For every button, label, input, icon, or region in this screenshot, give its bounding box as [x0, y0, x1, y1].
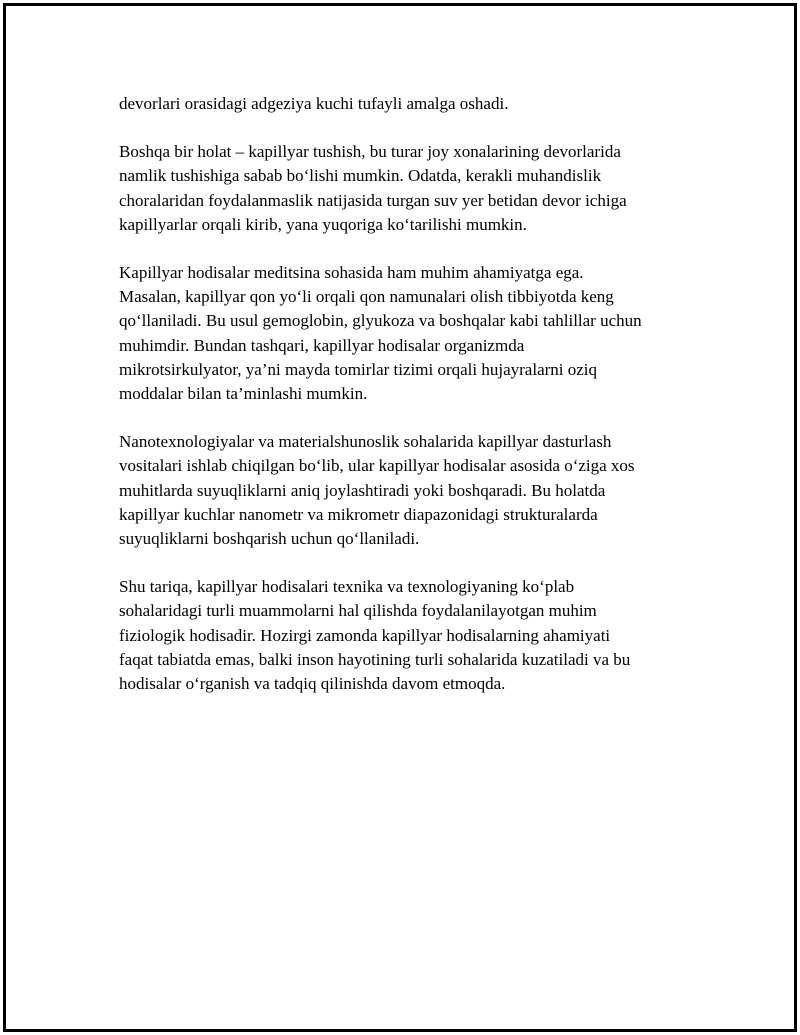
document-body [119, 92, 699, 720]
text-line: devorlari orasidagi adgeziya kuchi tufayli amalga oshadi. [119, 94, 509, 113]
text-line: Nanotexnologiyalar va materialshunoslik sohalarida kapillyar dasturlash [119, 432, 612, 452]
text-line: muhitlarda suyuqliklarni aniq joylashtiradi yoki boshqaradi. Bu holatda [119, 480, 606, 500]
text-line: suyuqliklarni boshqarish uchun qo‘llaniladi. [119, 529, 420, 549]
text-line: kapillyar kuchlar nanometr va mikrometr diapazonidagi strukturalarda [119, 504, 598, 524]
text-line: moddalar bilan ta’minlashi mumkin. [119, 384, 368, 404]
text-line: mikrotsirkulyator, ya’ni mayda tomirlar tizimi orqali hujayralarni oziq [119, 359, 598, 379]
text-line: fiziologik hodisadir. Hozirgi zamonda kapillyar hodisalarning ahamiyati [119, 625, 611, 645]
paragraph [119, 261, 699, 406]
text-line: kapillyarlar orqali kirib, yana yuqoriga ko‘tarilishi mumkin. [119, 214, 527, 234]
text-line: Shu tariqa, kapillyar hodisalari texnika va texnologiyaning ko‘plab [119, 577, 575, 597]
paragraph [119, 92, 699, 116]
text-line: vositalari ishlab chiqilgan bo‘lib, ular kapillyar hodisalar asosida o‘ziga xos [119, 456, 635, 476]
text-line: choralaridan foydalanmaslik natijasida turgan suv yer betidan devor ichiga [119, 190, 627, 210]
text-line: namlik tushishiga sabab bo‘lishi mumkin. Odatda, kerakli muhandislik [119, 166, 602, 186]
text-line: sohalaridagi turli muammolarni hal qilishda foydalanilayotgan muhim [119, 601, 597, 621]
paragraph [119, 575, 699, 696]
text-line: muhimdir. Bundan tashqari, kapillyar hodisalar organizmda [119, 335, 525, 355]
text-line: Masalan, kapillyar qon yo‘li orqali qon namunalari olish tibbiyotda keng [119, 287, 614, 307]
paragraph [119, 140, 699, 237]
text-line: hodisalar o‘rganish va tadqiq qilinishda davom etmoqda. [119, 674, 506, 694]
text-line: qo‘llaniladi. Bu usul gemoglobin, glyukoza va boshqalar kabi tahlillar uchun [119, 311, 642, 331]
text-line: faqat tabiatda emas, balki inson hayotining turli sohalarida kuzatiladi va bu [119, 649, 631, 669]
paragraph [119, 430, 699, 551]
text-line: Kapillyar hodisalar meditsina sohasida ham muhim ahamiyatga ega. [119, 263, 584, 283]
text-line: Boshqa bir holat – kapillyar tushish, bu turar joy xonalarining devorlarida [119, 142, 621, 162]
